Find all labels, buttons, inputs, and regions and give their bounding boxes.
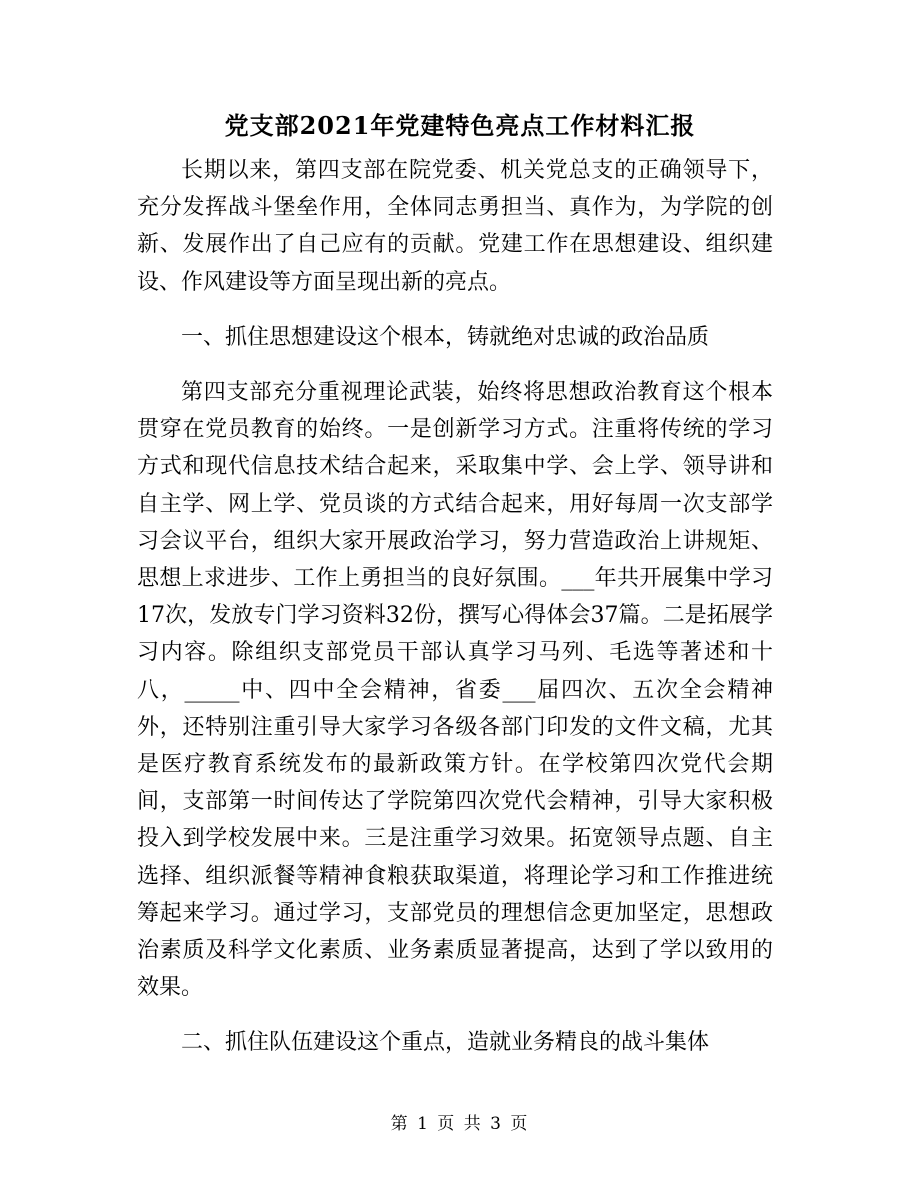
section-heading-1: 一、抓住思想建设这个根本，铸就绝对忠诚的政治品质 <box>181 324 710 350</box>
section-heading-2: 二、抓住队伍建设这个重点，造就业务精良的战斗集体 <box>181 1030 710 1056</box>
paragraph-section-1: 第四支部充分重视理论武装，始终将思想政治教育这个根本贯穿在党员教育的始终。一是创新学习方式。注重将传统的学习方式和现代信息技术结合起来，采取集中学、会上学、领导讲和自主学、网上学、党员谈的方式结合起来，用好每周一次支部学习会议平台，组织大家开展政治学习，努力营造政治上讲规矩、思想上求进步、工作上勇担当的良好氛围。___年共开展集中学习17次，发放专门学习资料32份，撰写心得体会37篇。二是拓展学习内容。除组织支部党员干部认真学习马列、毛选等著述和十八，_____中、四中全会精神，省委___届四次、五次全会精神外，还特别注重引导大家学习各级各部门印发的文件文稿，尤其是医疗教育系统发布的最新政策方针。在学校第四次党代会期间，支部第一时间传达了学院第四次党代会精神，引导大家积极投入到学校发展中来。三是注重学习效果。拓宽领导点题、自主选择、组织派餐等精神食粮获取渠道，将理论学习和工作推进统筹起来学习。通过学习，支部党员的理想信念更加坚定，思想政治素质及科学文化素质、业务素质显著提高，达到了学以致用的效果。 <box>137 380 773 1001</box>
document-title: 党支部2021年党建特色亮点工作材料汇报 <box>224 111 696 140</box>
paragraph-intro: 长期以来，第四支部在院党委、机关党总支的正确领导下，充分发挥战斗堡垒作用，全体同志勇担当、真作为，为学院的创新、发展作出了自己应有的贡献。党建工作在思想建设、组织建设、作风建设等方面呈现出新的亮点。 <box>137 158 773 295</box>
page-number: 第 1 页 共 3 页 <box>390 1114 530 1134</box>
document-body <box>137 152 773 1080</box>
